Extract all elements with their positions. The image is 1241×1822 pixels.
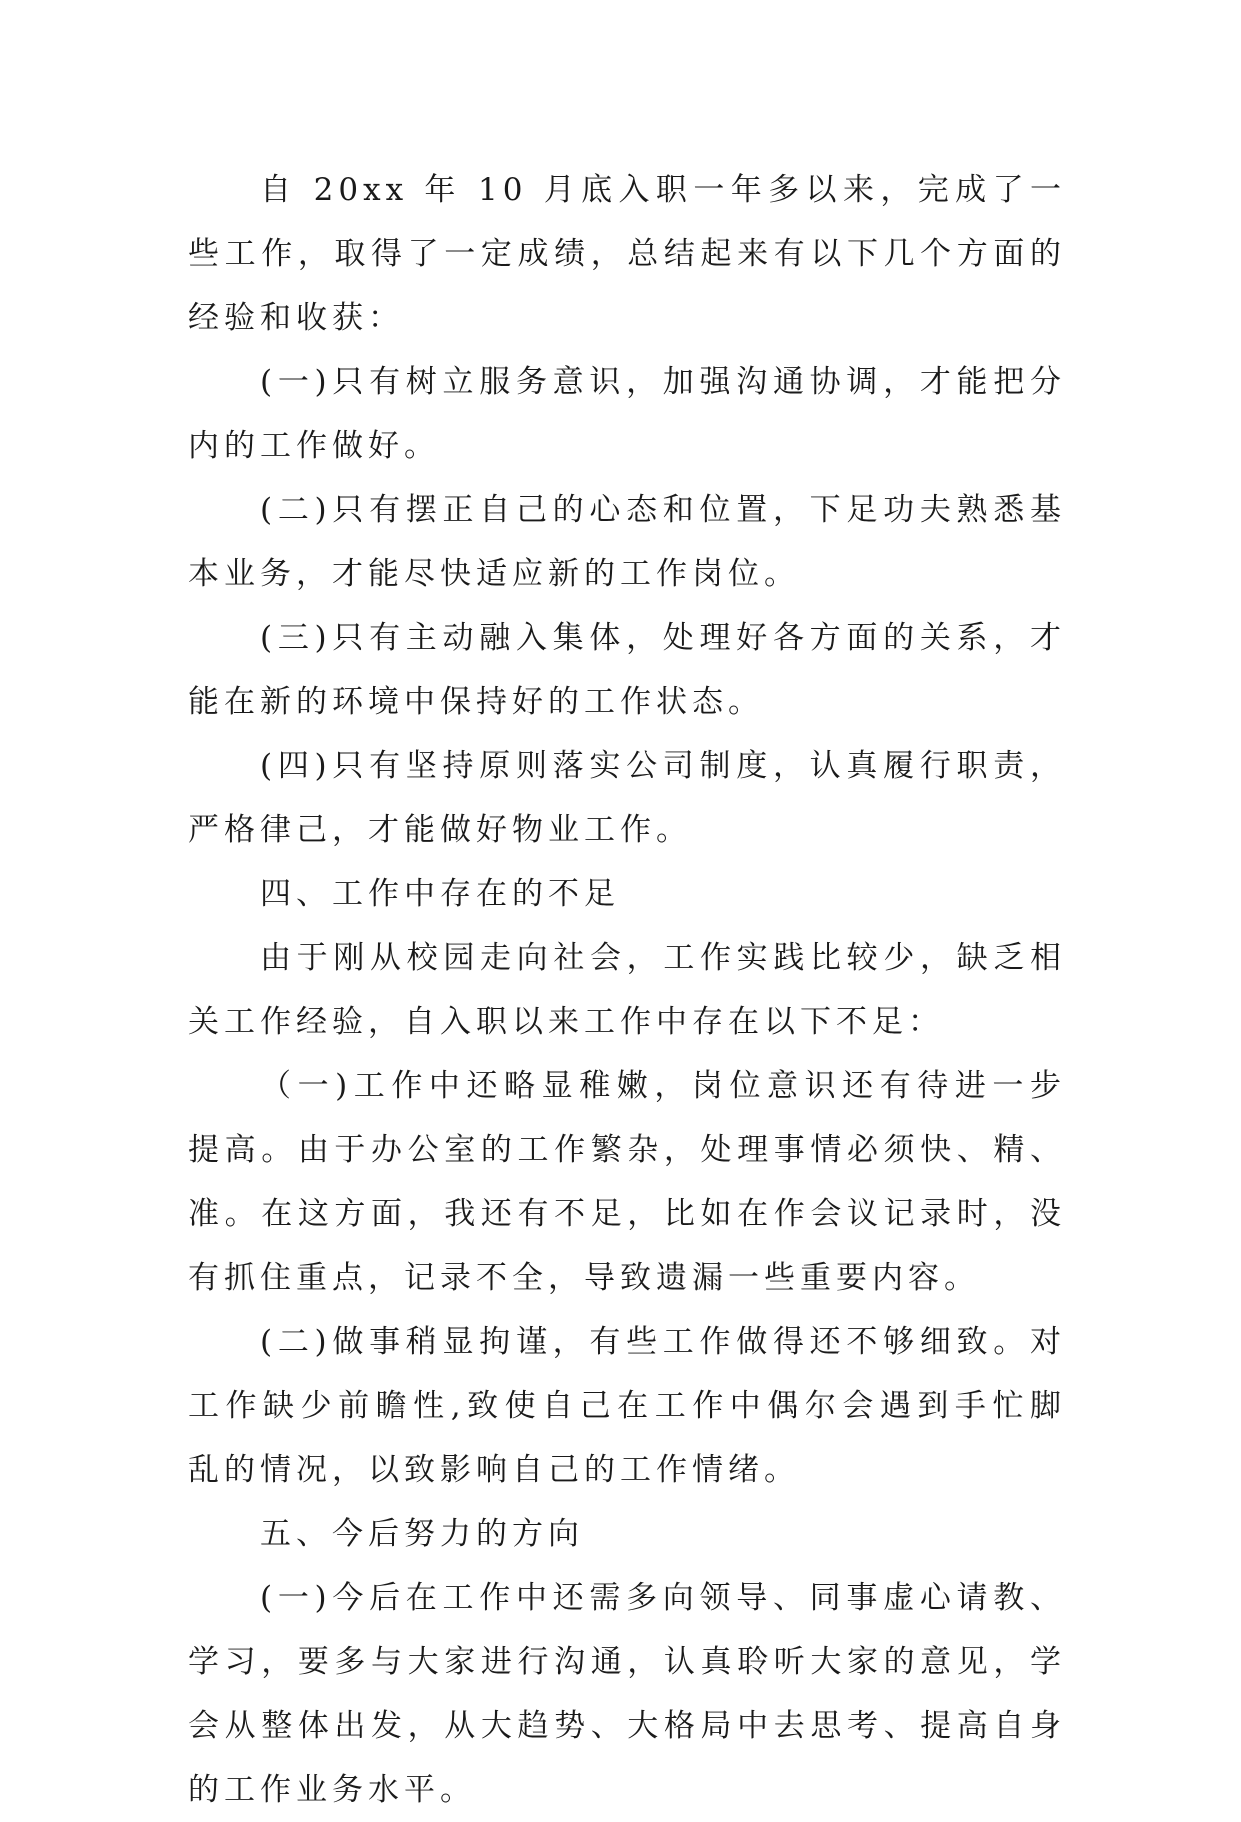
paragraph-gain-4: (四)只有坚持原则落实公司制度，认真履行职责，严格律己，才能做好物业工作。 xyxy=(188,748,1066,848)
paragraph-shortcoming-1: （一)工作中还略显稚嫩，岗位意识还有待进一步提高。由于办公室的工作繁杂，处理事情必须快、精、准。在这方面，我还有不足，比如在作会议记录时，没有抓住重点，记录不全，导致遗漏一些重要内容。 xyxy=(188,1068,1066,1296)
document-body xyxy=(188,158,1066,1822)
paragraph-intro: 自 20xx 年 10 月底入职一年多以来，完成了一些工作，取得了一定成绩，总结起来有以下几个方面的经验和收获： xyxy=(188,172,1066,336)
paragraph-gain-1: (一)只有树立服务意识，加强沟通协调，才能把分内的工作做好。 xyxy=(188,364,1066,464)
paragraph-gain-3: (三)只有主动融入集体，处理好各方面的关系，才能在新的环境中保持好的工作状态。 xyxy=(188,620,1066,720)
paragraph-gain-2: (二)只有摆正自己的心态和位置，下足功夫熟悉基本业务，才能尽快适应新的工作岗位。 xyxy=(188,492,1066,592)
section-heading-shortcomings: 四、工作中存在的不足 xyxy=(260,876,620,912)
paragraph-shortcoming-2: (二)做事稍显拘谨，有些工作做得还不够细致。对工作缺少前瞻性,致使自己在工作中偶尔会遇到手忙脚乱的情况，以致影响自己的工作情绪。 xyxy=(188,1324,1066,1488)
paragraph-direction-1: (一)今后在工作中还需多向领导、同事虚心请教、学习，要多与大家进行沟通，认真聆听大家的意见，学会从整体出发，从大趋势、大格局中去思考、提高自身的工作业务水平。 xyxy=(188,1580,1066,1808)
paragraph-shortcomings-intro: 由于刚从校园走向社会，工作实践比较少，缺乏相关工作经验，自入职以来工作中存在以下不足： xyxy=(188,940,1066,1040)
section-heading-future-direction: 五、今后努力的方向 xyxy=(260,1516,584,1552)
